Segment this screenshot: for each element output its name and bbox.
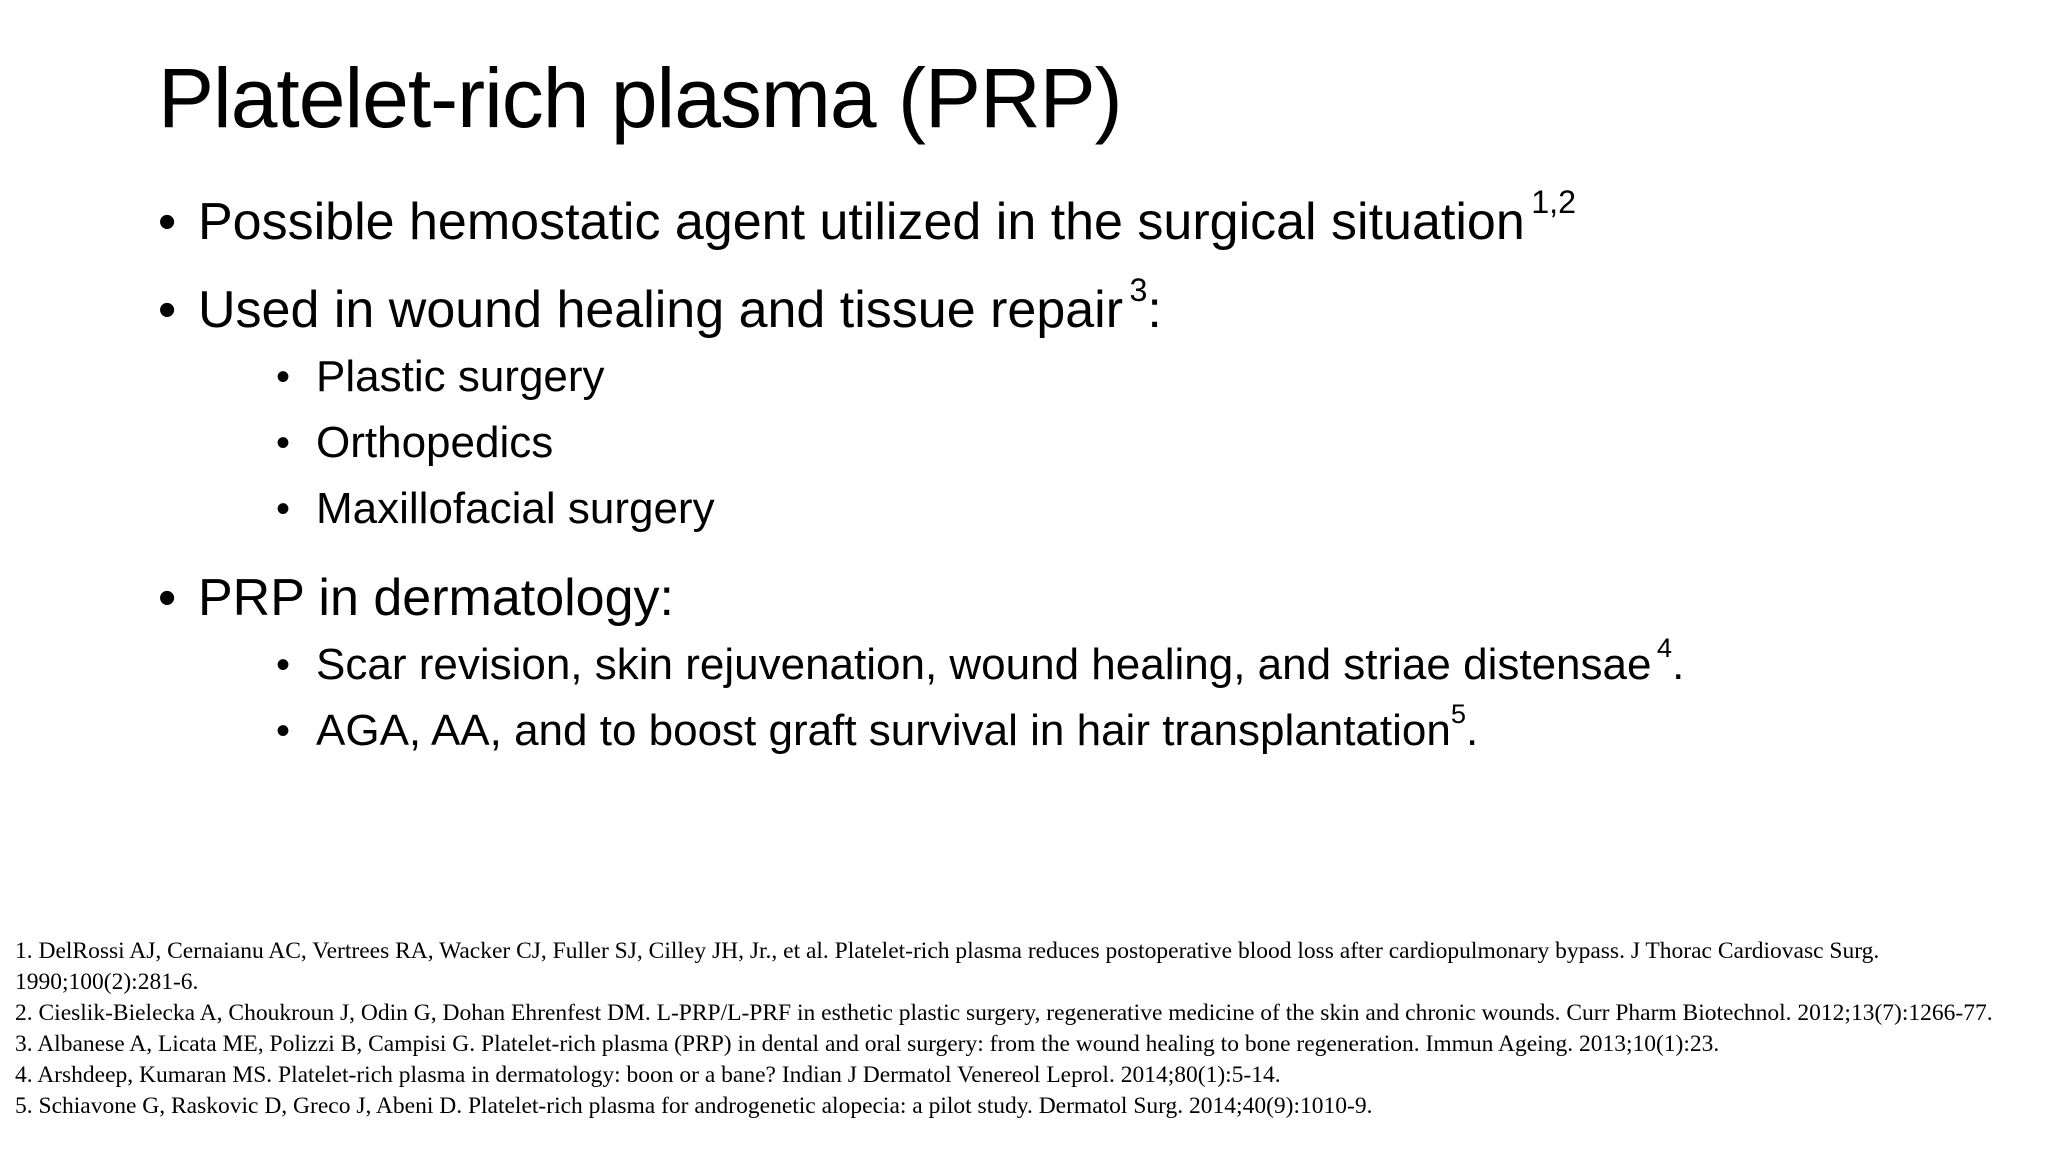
bullet-suffix: :	[1147, 281, 1162, 339]
sub-bullet-item	[198, 410, 2018, 476]
reference-item: 1. DelRossi AJ, Cernaianu AC, Vertrees RA, Wacker CJ, Fuller SJ, Cilley JH, Jr., et al. Platelet-rich plasma reduces postoperative blood loss after cardiopulmonary bypass. J Thorac Cardiovasc Surg. 1990;100(2):281-6.	[15, 938, 1880, 995]
reference-item: 3. Albanese A, Licata ME, Polizzi B, Campisi G. Platelet-rich plasma (PRP) in dental and oral surgery: from the wound healing to bone regeneration. Immun Ageing. 2013;10(1):23.	[15, 1031, 1720, 1057]
bullet-text: Possible hemostatic agent utilized in the surgical situation	[198, 193, 1525, 251]
sub-bullet-item	[198, 632, 2018, 698]
citation-superscript: 1,2	[1531, 184, 1576, 221]
sub-bullet-suffix: .	[1466, 706, 1479, 755]
bullet-point-wound-healing	[158, 272, 2018, 542]
bullet-icon: •	[276, 355, 291, 399]
slide-title: Platelet-rich plasma (PRP)	[158, 51, 1122, 145]
sub-bullet-item	[198, 476, 2018, 542]
bullet-icon: •	[158, 281, 177, 339]
citation-superscript: 4	[1656, 632, 1673, 664]
bullet-icon: •	[276, 643, 291, 687]
sub-bullet-suffix: .	[1672, 640, 1685, 689]
citation-superscript: 3	[1129, 272, 1148, 309]
sub-bullet-item	[198, 344, 2018, 410]
citation-superscript: 5	[1450, 698, 1467, 730]
sub-bullet-text: AGA, AA, and to boost graft survival in hair transplantation	[316, 706, 1451, 755]
bullet-list	[158, 184, 2018, 764]
bullet-text: PRP in dermatology:	[198, 569, 674, 627]
bullet-icon: •	[276, 709, 291, 753]
reference-item: 5. Schiavone G, Raskovic D, Greco J, Abeni D. Platelet-rich plasma for androgenetic alopecia: a pilot study. Dermatol Surg. 2014;40(9):1010-9.	[15, 1093, 1373, 1119]
bullet-point-hemostatic	[158, 184, 2018, 254]
bullet-text: Used in wound healing and tissue repair	[198, 281, 1124, 339]
reference-item: 4. Arshdeep, Kumaran MS. Platelet-rich plasma in dermatology: boon or a bane? Indian J Dermatol Venereol Leprol. 2014;80(1):5-14.	[15, 1062, 1281, 1088]
bullet-icon: •	[158, 193, 177, 251]
references-list	[15, 936, 2025, 1122]
sub-bullet-text: Orthopedics	[316, 418, 554, 467]
sub-bullet-list	[198, 632, 2018, 764]
bullet-icon: •	[158, 569, 177, 627]
sub-bullet-item	[198, 698, 2018, 764]
sub-bullet-text: Maxillofacial surgery	[316, 484, 715, 533]
sub-bullet-text: Scar revision, skin rejuvenation, wound healing, and striae distensae	[316, 640, 1652, 689]
bullet-icon: •	[276, 487, 291, 531]
sub-bullet-text: Plastic surgery	[316, 352, 605, 401]
sub-bullet-list	[198, 344, 2018, 542]
bullet-icon: •	[276, 421, 291, 465]
reference-item: 2. Cieslik-Bielecka A, Choukroun J, Odin G, Dohan Ehrenfest DM. L-PRP/L-PRF in esthetic plastic surgery, regenerative medicine of the skin and chronic wounds. Curr Pharm Biotechnol. 2012;13(7):1266-77.	[15, 1000, 1993, 1026]
bullet-point-dermatology	[158, 566, 2018, 764]
